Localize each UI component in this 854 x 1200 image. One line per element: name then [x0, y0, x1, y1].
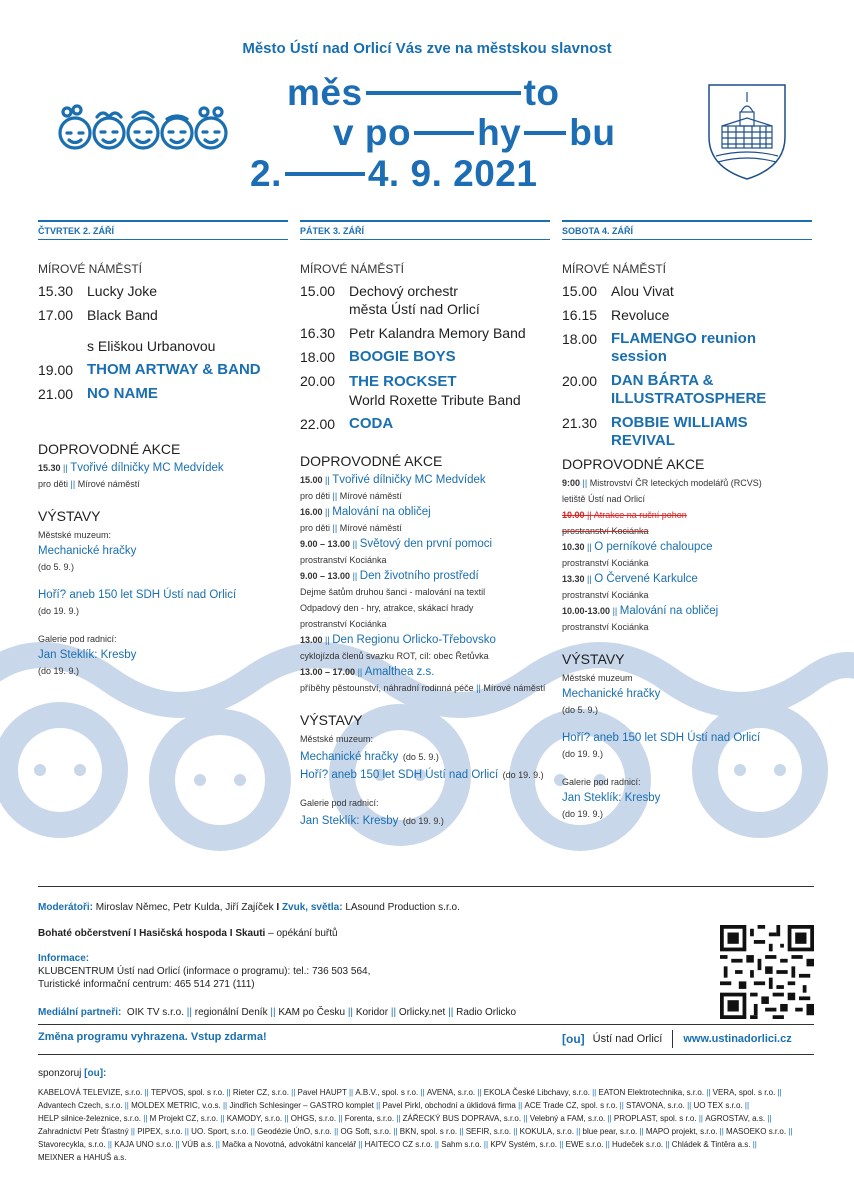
sponsor-item: KAJA UNO s.r.o. || — [114, 1140, 182, 1149]
media-partner: OIK TV s.r.o. — [126, 1007, 184, 1018]
city-name: Ústí nad Orlicí — [592, 1033, 663, 1045]
side-event: 9.00 – 13.00 || Světový den první pomoci — [300, 538, 493, 550]
title-part: to — [523, 72, 560, 113]
event-name: Alou Vivat — [611, 283, 674, 299]
sponsors-heading — [38, 1068, 106, 1079]
event-time: 15.00 — [562, 283, 598, 299]
program-item — [38, 306, 288, 355]
exhibition-name: Hoří? aneb 150 let SDH Ústí nad Orlicí — [562, 732, 761, 744]
faces-logo-icon — [57, 103, 232, 153]
title-part: hy — [477, 112, 522, 153]
exhibition-name: Mechanické hračky — [562, 688, 661, 700]
side-events-heading: DOPROVODNÉ AKCE — [38, 441, 181, 457]
sponsor-item: Velebný a FAM, s.r.o. || — [530, 1114, 614, 1123]
title-dash — [366, 91, 521, 95]
exhibition-until: (do 19. 9.) — [38, 666, 80, 676]
side-event: 13.00 || Den Regionu Orlicko-Třebovsko — [300, 634, 496, 646]
event-subtitle: World Roxette Tribute Band — [349, 392, 521, 408]
event-name: Petr Kalandra Memory Band — [349, 325, 526, 341]
sponsor-item: VÚB a.s. || — [182, 1140, 222, 1149]
program-item — [38, 385, 288, 403]
side-event-note: prostranství Kociánka — [562, 622, 649, 632]
venue-label: MÍROVÉ NÁMĚSTÍ — [300, 262, 405, 276]
event-title: Black Band — [87, 307, 158, 323]
media-partner: Radio Orlicko — [456, 1007, 517, 1018]
divider — [38, 886, 814, 887]
event-time: 16.15 — [562, 307, 598, 323]
title-line-1 — [287, 72, 560, 114]
program-item — [300, 324, 550, 342]
sponsor-item: MEIXNER a HAHUŠ a.s. — [38, 1153, 127, 1162]
program-item — [562, 330, 812, 366]
side-event: 13.30 || O Červené Karkulce — [562, 573, 698, 585]
side-event-time: 15.00 — [300, 475, 323, 485]
sponsor-item: SEFIR, s.r.o. || — [466, 1127, 520, 1136]
exhibition-name: Jan Steklík: Kresby — [562, 792, 661, 804]
event-time: 21.30 — [562, 415, 598, 431]
sound-provider: LAsound Production s.r.o. — [345, 902, 460, 913]
sponsor-item: UO TEX s.r.o. || — [693, 1101, 749, 1110]
city-brand — [562, 1030, 792, 1048]
title-line-2 — [333, 112, 615, 154]
divider — [38, 1054, 814, 1055]
exhibition-name: Mechanické hračky — [300, 751, 399, 763]
side-event-time: 15.30 — [38, 463, 61, 473]
sponsor-item: MOLDEX METRIC, v.o.s. || — [131, 1101, 229, 1110]
program-item — [300, 372, 550, 409]
event-time: 17.00 — [38, 307, 74, 323]
program-item — [562, 282, 812, 300]
brand-divider — [672, 1030, 673, 1048]
side-event: 15.00 || Tvořivé dílničky MC Medvídek — [300, 474, 486, 486]
sponsor-item: BKN, spol. s r.o. || — [400, 1127, 466, 1136]
exhibition-until: (do 5. 9.) — [562, 705, 599, 715]
side-events-heading: DOPROVODNÉ AKCE — [300, 453, 443, 469]
cancelled-side-event: 10.00 || Atrakce na ruční pohon — [562, 510, 687, 520]
sponsor-item: Chládek & Tintěra a.s. || — [672, 1140, 757, 1149]
sponsor-item: HELP silnice-železnice, s.r.o. || — [38, 1114, 150, 1123]
side-event: 10.30 || O perníkové chaloupce — [562, 541, 713, 553]
event-time: 22.00 — [300, 416, 336, 432]
side-event-name: Amalthea z.s. — [364, 666, 435, 678]
side-events-heading: DOPROVODNÉ AKCE — [562, 456, 705, 472]
event-title: Dechový orchestr — [349, 283, 458, 299]
website-link[interactable]: www.ustinadorlici.cz — [683, 1033, 792, 1045]
title-dates — [250, 153, 537, 195]
side-event: 16.00 || Malování na obličej — [300, 506, 431, 518]
side-event-time: 9.00 – 13.00 — [300, 539, 351, 549]
side-event-time: 9:00 — [562, 478, 581, 488]
title-dash — [414, 131, 474, 135]
ou-logo: [ou] — [562, 1032, 585, 1046]
side-event-time: 9.00 – 13.00 — [300, 571, 351, 581]
sound-label: Zvuk, světla: — [281, 902, 343, 913]
side-event-note: pro děti || Mírové náměstí — [38, 479, 140, 489]
side-event-time: 13.30 — [562, 574, 585, 584]
event-name — [349, 282, 550, 318]
day-column-thursday — [38, 220, 288, 679]
sponsor-item: MAPO projekt, s.r.o. || — [646, 1127, 726, 1136]
side-event-name: O Červené Karkulce — [594, 573, 698, 585]
sponsor-item: Pavel Pirkl, obchodní a úklidová firma || — [382, 1101, 524, 1110]
sponsor-item: OG Soft, s.r.o. || — [340, 1127, 399, 1136]
exhibitions-heading: VÝSTAVY — [562, 651, 625, 667]
program-item — [562, 372, 812, 408]
event-name: CODA — [349, 415, 394, 432]
side-event-note: Dejme šatům druhou šanci - malování na textil — [300, 587, 486, 597]
exhibition-until: (do 19. 9.) — [562, 749, 604, 759]
exhibition-until: (do 19. 9.) — [562, 809, 604, 819]
sponsor-item: Geodézie ÚnO, s.r.o. || — [257, 1127, 340, 1136]
exhibition-until: (do 19. 9.) — [402, 816, 444, 826]
side-event-time: 10.30 — [562, 542, 585, 552]
side-event-name: Malování na obličej — [619, 605, 719, 617]
exhibition-until: (do 19. 9.) — [502, 770, 544, 780]
event-name: FLAMENGO reunion session — [611, 330, 756, 365]
sponsor-item: PIPEX, s.r.o. || — [137, 1127, 191, 1136]
sponsor-item: EWE s.r.o. || — [566, 1140, 612, 1149]
sponsor-item: STAVONA, s.r.o. || — [626, 1101, 693, 1110]
gallery-label: Galerie pod radnicí: — [38, 634, 117, 644]
exhibitions-heading: VÝSTAVY — [38, 508, 101, 524]
side-event: 9.00 – 13.00 || Den životního prostředí — [300, 570, 479, 582]
program-item — [38, 282, 288, 300]
sponsor-item: KOKULA, s.r.o. || — [520, 1127, 583, 1136]
gallery-label: Galerie pod radnicí: — [562, 777, 641, 787]
side-event-time: 10.00 — [562, 510, 585, 520]
title-part: v po — [333, 112, 412, 153]
side-event-note: pro děti || Mírové náměstí — [300, 491, 402, 501]
media-partner: KAM po Česku — [278, 1007, 346, 1018]
side-event-time: 10.00-13.00 — [562, 606, 611, 616]
side-event-note: prostranství Kociánka — [562, 526, 649, 536]
note-text: pro děti — [300, 523, 331, 533]
sponsor-item: Advantech Czech, s.r.o. || — [38, 1101, 131, 1110]
event-name — [349, 372, 550, 409]
sponsor-item: KABELOVÁ TELEVIZE, s.r.o. || — [38, 1088, 151, 1097]
program-item — [38, 361, 288, 379]
media-partner: Orlicky.net — [398, 1007, 446, 1018]
media-label: Mediální partneři: — [38, 1007, 122, 1018]
program-item — [562, 414, 812, 450]
day-heading: SOBOTA 4. ZÁŘÍ — [562, 220, 812, 240]
sponsor-item: AVENA, s.r.o. || — [427, 1088, 484, 1097]
event-name: Revoluce — [611, 307, 670, 323]
side-event-note: prostranství Kociánka — [562, 558, 649, 568]
side-event-name: Tvořivé dílničky MC Medvídek — [70, 462, 224, 474]
event-name — [87, 306, 288, 355]
event-time: 19.00 — [38, 362, 74, 378]
gallery-label: Galerie pod radnicí: — [300, 798, 379, 808]
note-location: Mírové náměstí — [339, 523, 402, 533]
sponsor-item: Mačka a Novotná, advokátní kancelář || — [222, 1140, 364, 1149]
sponsor-item: AGROSTAV, a.s. || — [705, 1114, 771, 1123]
side-event: 9:00 || Mistrovství ČR leteckých modelářů (RCVS) — [562, 478, 762, 488]
sponsor-item: Rieter CZ, s.r.o. || — [233, 1088, 298, 1097]
title-part: měs — [287, 72, 363, 113]
title-dash — [524, 131, 566, 135]
title-part: 4. 9. 2021 — [367, 153, 538, 194]
sponsor-item: Forenta, s.r.o. || — [345, 1114, 403, 1123]
side-event-name: Světový den první pomoci — [359, 538, 493, 550]
note-text: pro děti — [38, 479, 69, 489]
event-time: 18.00 — [300, 349, 336, 365]
side-event: 13.00 – 17.00 || Amalthea z.s. — [300, 666, 435, 678]
ou-logo: [ou]: — [84, 1068, 107, 1079]
title-part: bu — [569, 112, 616, 153]
side-event-name: Atrakce na ruční pohon — [593, 510, 687, 520]
sponsor-item: EKOLA České Libchavy, s.r.o. || — [484, 1088, 599, 1097]
museum-label: Městské muzeum: — [300, 734, 374, 744]
divider — [38, 1024, 814, 1025]
sponsor-item: MASOEKO s.r.o. || — [726, 1127, 792, 1136]
side-event-time: 16.00 — [300, 507, 323, 517]
event-subtitle: s Eliškou Urbanovou — [87, 338, 216, 354]
event-time: 20.00 — [300, 373, 336, 389]
side-event-time: 13.00 — [300, 635, 323, 645]
side-event-time: 13.00 – 17.00 — [300, 667, 356, 677]
day-column-saturday — [562, 220, 812, 822]
moderators-line: Moderátoři: Miroslav Němec, Petr Kulda, Jiří Zajíček I Zvuk, světla: LAsound Production s.r.o. — [38, 902, 460, 913]
exhibition-name: Hoří? aneb 150 let SDH Ústí nad Orlicí — [38, 589, 237, 601]
side-event-note: příběhy pěstounství, náhradní rodinná péče || Mírové náměstí — [300, 683, 546, 693]
note-location: Mírové náměstí — [483, 683, 546, 693]
refreshment-item: – opékání buřtů — [268, 928, 338, 939]
exhibition-row — [300, 765, 550, 783]
note-text: pro děti — [300, 491, 331, 501]
sponsor-item: Stavorecykla, s.r.o. || — [38, 1140, 114, 1149]
event-time: 16.30 — [300, 325, 336, 341]
event-name: ROBBIE WILLIAMS REVIVAL — [611, 414, 748, 449]
side-event-name: Tvořivé dílničky MC Medvídek — [332, 474, 486, 486]
sponsor-item: EATON Elektrotechnika, s.r.o. || — [598, 1088, 712, 1097]
sponsor-item: Jindřich Schlesinger – GASTRO komplet || — [229, 1101, 382, 1110]
refreshment-item: Hasičská hospoda — [139, 928, 227, 939]
side-event-note: letiště Ústí nad Orlicí — [562, 494, 646, 504]
exhibition-row — [300, 747, 550, 765]
moderators-names: Miroslav Němec, Petr Kulda, Jiří Zajíček — [95, 902, 274, 913]
qr-code-icon — [720, 925, 814, 1019]
exhibition-until: (do 5. 9.) — [38, 562, 75, 572]
sponsor-item: ZÁŘECKÝ BUS DOPRAVA, s.r.o. || — [403, 1114, 530, 1123]
exhibition-until: (do 19. 9.) — [38, 606, 80, 616]
program-item — [300, 415, 550, 433]
day-column-friday — [300, 220, 550, 829]
media-partner: regionální Deník — [194, 1007, 268, 1018]
side-event-name: Malování na obličej — [332, 506, 431, 518]
moderators-label: Moderátoři: — [38, 902, 93, 913]
sponsors-list — [38, 1086, 818, 1164]
refreshment-item: Bohaté občerstvení — [38, 928, 131, 939]
event-time: 20.00 — [562, 373, 598, 389]
invitation-line: Město Ústí nad Orlicí Vás zve na městskou slavnost — [242, 40, 612, 57]
side-event: 15.30 || Tvořivé dílničky MC Medvídek — [38, 462, 224, 474]
event-name: BOOGIE BOYS — [349, 348, 456, 365]
sponsor-item: PROPLAST, spol. s r.o. || — [614, 1114, 705, 1123]
note-location: Mírové náměstí — [339, 491, 402, 501]
sponsor-item: Pavel HAUPT || — [298, 1088, 356, 1097]
museum-label: Městské muzeum: — [38, 530, 112, 540]
city-crest-icon — [706, 82, 788, 182]
sponsors-label: sponzoruj — [38, 1068, 82, 1079]
side-event-name: Den Regionu Orlicko-Třebovsko — [332, 634, 496, 646]
event-time: 15.30 — [38, 283, 74, 299]
information-block — [38, 952, 370, 991]
day-heading: PÁTEK 3. ZÁŘÍ — [300, 220, 550, 240]
event-title: THE ROCKSET — [349, 373, 457, 390]
media-partner: Koridor — [355, 1007, 389, 1018]
event-time: 15.00 — [300, 283, 336, 299]
side-event-note: prostranství Kociánka — [300, 555, 387, 565]
event-name: Lucky Joke — [87, 283, 158, 299]
exhibition-name: Jan Steklík: Kresby — [300, 815, 399, 827]
venue-label: MÍROVÉ NÁMĚSTÍ — [38, 262, 143, 276]
sponsor-item: M Projekt CZ, s.r.o. || — [150, 1114, 227, 1123]
exhibition-until: (do 5. 9.) — [402, 752, 439, 762]
side-event-note: cyklojízda členů svazku ROT, cíl: obec Řetůvka — [300, 651, 489, 661]
note-location: Mírové náměstí — [77, 479, 140, 489]
side-event-note: Odpadový den - hry, atrakce, skákací hrady — [300, 603, 474, 613]
side-event-name: Den životního prostředí — [359, 570, 479, 582]
side-event-name: O perníkové chaloupce — [594, 541, 713, 553]
exhibition-row — [300, 811, 550, 829]
program-notice: Změna programu vyhrazena. Vstup zdarma! — [38, 1031, 267, 1043]
event-name: NO NAME — [87, 385, 158, 402]
sponsor-item: VERA, spol. s r.o. || — [713, 1088, 782, 1097]
side-event: 10.00-13.00 || Malování na obličej — [562, 605, 719, 617]
sponsor-item: A.B.V., spol. s r.o. || — [355, 1088, 426, 1097]
exhibition-name: Hoří? aneb 150 let SDH Ústí nad Orlicí — [300, 769, 499, 781]
side-event-note: prostranství Kociánka — [562, 590, 649, 600]
title-dash — [285, 172, 365, 176]
info-line: Turistické informační centrum: 465 514 271 (111) — [38, 979, 255, 990]
event-time: 21.00 — [38, 386, 74, 402]
exhibitions-heading: VÝSTAVY — [300, 712, 363, 728]
info-label: Informace: — [38, 953, 90, 964]
side-event-note: prostranství Kociánka — [300, 619, 387, 629]
event-name: DAN BÁRTA & ILLUSTRATOSPHERE — [611, 372, 767, 407]
event-subtitle: města Ústí nad Orlicí — [349, 301, 480, 317]
sponsor-item: blue pear, s.r.o. || — [583, 1127, 646, 1136]
program-item — [562, 306, 812, 324]
sponsor-item: UO. Sport, s.r.o. || — [191, 1127, 257, 1136]
refreshments-line: Bohaté občerstvení I Hasičská hospoda I Skauti – opékání buřtů — [38, 928, 338, 939]
sponsor-item: TEPVOS, spol. s r.o. || — [151, 1088, 233, 1097]
event-time: 18.00 — [562, 331, 598, 347]
note-text: příběhy pěstounství, náhradní rodinná péče — [300, 683, 474, 693]
sponsor-item: KPV Systém, s.r.o. || — [490, 1140, 565, 1149]
refreshment-item: Skauti — [235, 928, 266, 939]
venue-label: MÍROVÉ NÁMĚSTÍ — [562, 262, 667, 276]
sponsor-item: Zahradnictví Petr Šťastný || — [38, 1127, 137, 1136]
media-partners-line: Mediální partneři: OIK TV s.r.o. || regionální Deník || KAM po Česku || Koridor || Orlicky.net || Radio Orlicko — [38, 1007, 517, 1018]
side-event-note: pro děti || Mírové náměstí — [300, 523, 402, 533]
title-part: 2. — [250, 153, 282, 194]
exhibition-name: Jan Steklík: Kresby — [38, 649, 137, 661]
side-event-name: Mistrovství ČR leteckých modelářů (RCVS) — [589, 478, 762, 488]
sponsor-item: ACE Trade CZ, spol. s r.o. || — [524, 1101, 626, 1110]
sponsor-item: OHGS, s.r.o. || — [291, 1114, 345, 1123]
day-heading: ČTVRTEK 2. ZÁŘÍ — [38, 220, 288, 240]
sponsor-item: KAMODY, s.r.o. || — [227, 1114, 291, 1123]
sponsor-item: Hudeček s.r.o. || — [612, 1140, 672, 1149]
exhibition-name: Mechanické hračky — [38, 545, 137, 557]
museum-label: Městské muzeum — [562, 673, 633, 683]
event-name: THOM ARTWAY & BAND — [87, 361, 261, 378]
sponsor-item: Sahm s.r.o. || — [441, 1140, 490, 1149]
info-line: KLUBCENTRUM Ústí nad Orlicí (informace o programu): tel.: 736 503 564, — [38, 966, 371, 977]
program-item — [300, 348, 550, 366]
sponsor-item: HAITECO CZ s.r.o. || — [365, 1140, 442, 1149]
program-item — [300, 282, 550, 318]
